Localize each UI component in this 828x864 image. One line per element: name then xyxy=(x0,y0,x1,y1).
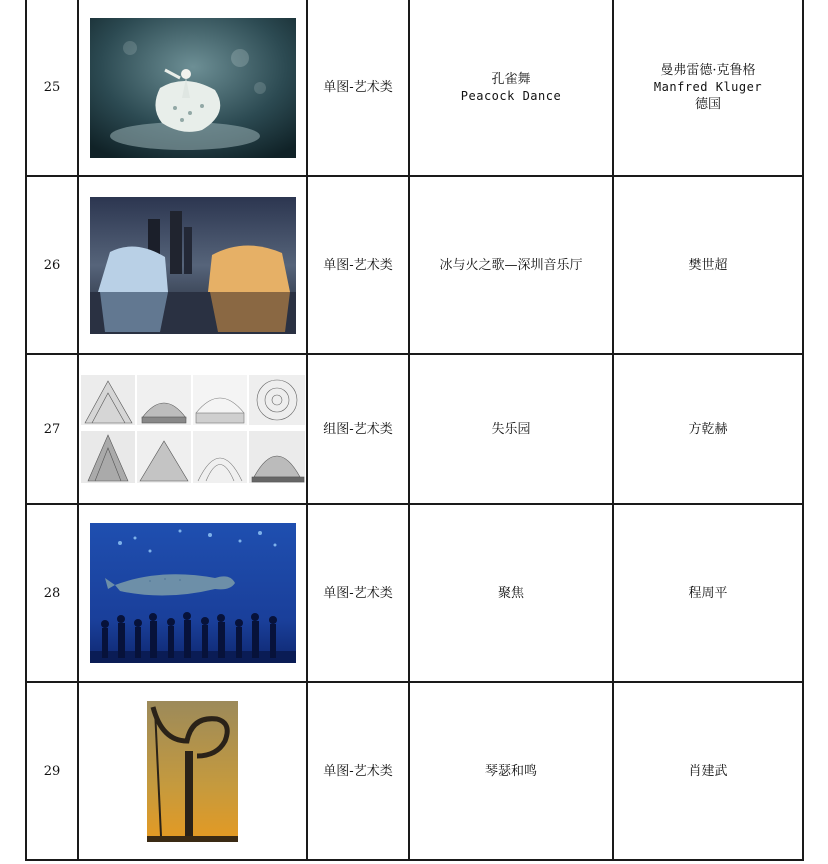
title-cell xyxy=(409,0,613,176)
category-cell: 单图-艺术类 xyxy=(307,176,409,354)
author-name-cn: 方乾赫 xyxy=(688,421,728,437)
author-cell xyxy=(613,176,803,354)
series-frame-4 xyxy=(249,375,305,425)
photo-harp-sculpture[interactable] xyxy=(147,701,238,842)
table-row xyxy=(26,354,803,504)
series-frame-7 xyxy=(193,431,247,483)
author-name-en: Manfred Kluger xyxy=(653,80,763,94)
photo-shenzhen-concert-hall[interactable] xyxy=(90,197,296,334)
series-frame-5 xyxy=(81,431,135,483)
title-cn: 琴瑟和鸣 xyxy=(484,763,537,779)
category-cell: 单图-艺术类 xyxy=(307,0,409,176)
photo-cell xyxy=(78,682,307,860)
table-row xyxy=(26,504,803,682)
author-name-cn: 程周平 xyxy=(688,585,728,601)
table-row xyxy=(26,176,803,354)
author-name-cn: 肖建武 xyxy=(688,763,728,779)
title-cn: 孔雀舞 xyxy=(491,71,531,87)
entry-number: 27 xyxy=(26,354,78,504)
entry-number: 28 xyxy=(26,504,78,682)
table-row xyxy=(26,0,803,176)
photo-cell xyxy=(78,176,307,354)
title-cn: 聚焦 xyxy=(497,585,524,601)
author-name-cn: 曼弗雷德·克鲁格 xyxy=(660,63,756,78)
series-frame-3 xyxy=(193,375,247,425)
series-frame-8 xyxy=(249,431,305,483)
photo-cell xyxy=(78,354,307,504)
series-frame-2 xyxy=(137,375,191,425)
author-name-cn: 樊世超 xyxy=(688,257,728,273)
photo-cell xyxy=(78,0,307,176)
title-cell xyxy=(409,682,613,860)
title-cn: 失乐园 xyxy=(491,421,531,437)
title-cell xyxy=(409,176,613,354)
category-cell: 单图-艺术类 xyxy=(307,682,409,860)
entry-number: 26 xyxy=(26,176,78,354)
author-cell xyxy=(613,504,803,682)
author-cell xyxy=(613,682,803,860)
author-cell xyxy=(613,0,803,176)
category-cell: 组图-艺术类 xyxy=(307,354,409,504)
title-cell xyxy=(409,504,613,682)
entry-number: 29 xyxy=(26,682,78,860)
series-frame-1 xyxy=(81,375,135,425)
title-cn: 冰与火之歌—深圳音乐厅 xyxy=(439,257,583,273)
author-cell xyxy=(613,354,803,504)
title-cell xyxy=(409,354,613,504)
photo-cell xyxy=(78,504,307,682)
category-cell: 单图-艺术类 xyxy=(307,504,409,682)
title-en: Peacock Dance xyxy=(460,88,562,103)
photo-focus-aquarium[interactable] xyxy=(90,523,296,663)
entry-number: 25 xyxy=(26,0,78,176)
awards-table xyxy=(25,0,804,861)
photo-paradise-lost-series[interactable] xyxy=(80,373,306,485)
photo-peacock-dance[interactable] xyxy=(90,18,296,158)
table-row xyxy=(26,682,803,860)
series-frame-6 xyxy=(137,431,191,483)
author-country: 德国 xyxy=(694,97,721,112)
